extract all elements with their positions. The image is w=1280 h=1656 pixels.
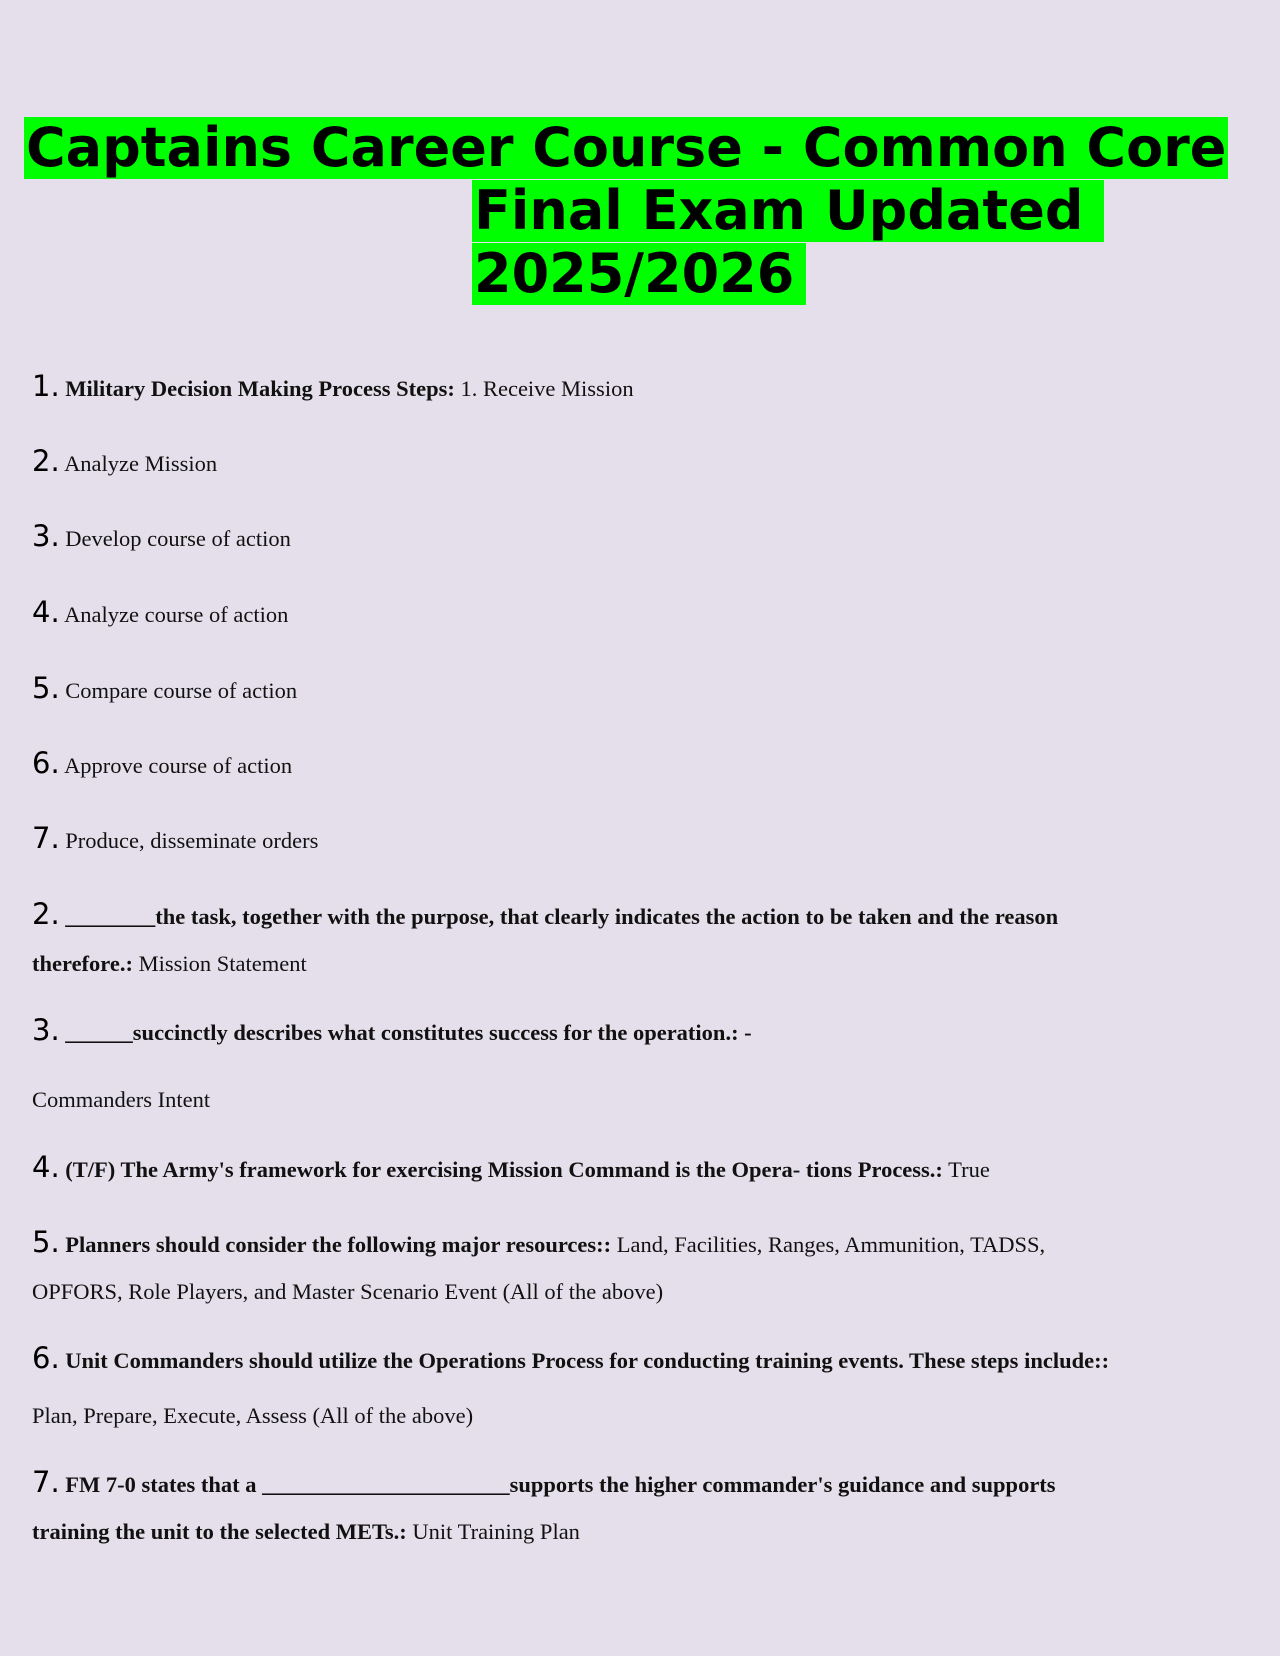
item-question: FM 7-0 states that a ______________________supports the higher commander's guidance and supports xyxy=(65,1472,1056,1497)
qa-item-4 xyxy=(32,1142,1252,1195)
qa-item-2-line-1 xyxy=(32,889,1252,942)
qa-item-5-line-1 xyxy=(32,1217,1252,1270)
item-answer: 1. Receive Mission xyxy=(460,376,634,401)
item-answer: OPFORS, Role Players, and Master Scenario Event (All of the above) xyxy=(32,1279,664,1304)
item-number: 6. xyxy=(32,1341,60,1375)
document-title-line-3: 2025/2026 xyxy=(472,243,806,305)
qa-item-7-line-1 xyxy=(32,1457,1252,1510)
qa-item-3 xyxy=(32,1005,1252,1058)
item-number: 4. xyxy=(32,1150,60,1184)
item-answer: True xyxy=(948,1157,990,1182)
item-question: therefore.: xyxy=(32,951,133,976)
item-answer: Analyze course of action xyxy=(64,602,289,627)
item-answer: Unit Training Plan xyxy=(412,1519,580,1544)
item-question: Military Decision Making Process Steps: xyxy=(65,376,455,401)
item-question: Unit Commanders should utilize the Operations Process for conducting training events. These steps include:: xyxy=(65,1348,1110,1373)
step-item-7 xyxy=(32,813,1252,866)
item-number: 5. xyxy=(32,671,60,705)
qa-item-5-line-2 xyxy=(32,1267,1252,1317)
qa-item-6-answer xyxy=(32,1391,1252,1441)
qa-item-7-line-2 xyxy=(32,1507,1252,1557)
qa-item-1 xyxy=(32,361,1252,414)
qa-item-6 xyxy=(32,1333,1252,1386)
item-number: 7. xyxy=(32,821,60,855)
item-answer: Commanders Intent xyxy=(32,1087,211,1112)
step-item-4 xyxy=(32,587,1252,640)
item-answer: Approve course of action xyxy=(64,753,293,778)
item-number: 4. xyxy=(32,595,60,629)
item-answer: Compare course of action xyxy=(65,678,298,703)
document-title-line-2: Final Exam Updated xyxy=(472,180,1104,242)
item-number: 2. xyxy=(32,444,60,478)
step-item-3 xyxy=(32,511,1252,564)
qa-item-2-line-2 xyxy=(32,939,1252,989)
item-number: 7. xyxy=(32,1465,60,1499)
item-number: 3. xyxy=(32,519,60,553)
item-number: 3. xyxy=(32,1013,60,1047)
item-question: training the unit to the selected METs.: xyxy=(32,1519,407,1544)
item-question: (T/F) The Army's framework for exercising Mission Command is the Opera- tions Process.: xyxy=(65,1157,943,1182)
item-number: 1. xyxy=(32,369,60,403)
step-item-5 xyxy=(32,663,1252,716)
step-item-2 xyxy=(32,436,1252,489)
item-answer: Land, Facilities, Ranges, Ammunition, TADSS, xyxy=(616,1232,1046,1257)
item-question: Planners should consider the following major resources:: xyxy=(65,1232,612,1257)
item-question: ________the task, together with the purpose, that clearly indicates the action to be taken and the reason xyxy=(65,904,1059,929)
item-answer: Mission Statement xyxy=(138,951,307,976)
item-number: 6. xyxy=(32,746,60,780)
item-number: 5. xyxy=(32,1225,60,1259)
item-answer: Develop course of action xyxy=(65,526,291,551)
item-answer: Analyze Mission xyxy=(64,451,218,476)
item-answer: Produce, disseminate orders xyxy=(65,828,319,853)
step-item-6 xyxy=(32,738,1252,791)
item-number: 2. xyxy=(32,897,60,931)
qa-item-3-answer xyxy=(32,1075,1252,1125)
item-question: ______succinctly describes what constitutes success for the operation.: - xyxy=(65,1020,752,1045)
document-title-line-1: Captains Career Course - Common Core xyxy=(26,116,1227,179)
item-answer: Plan, Prepare, Execute, Assess (All of the above) xyxy=(32,1403,474,1428)
